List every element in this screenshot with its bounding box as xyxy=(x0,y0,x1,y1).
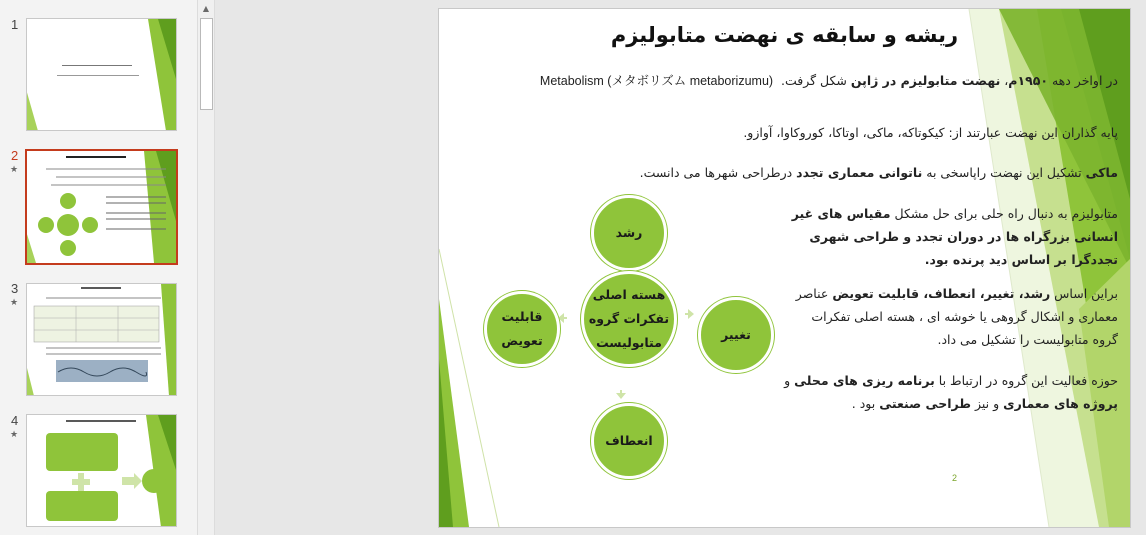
text-run: و نیز xyxy=(971,396,1004,411)
diagram-node-change: تغییر xyxy=(698,297,774,373)
text-run: متابولیزم به دنبال راه حلی برای حل مشکل xyxy=(890,206,1118,221)
diagram-node-replaceability: قابلیت تعویض xyxy=(484,291,560,367)
thumb-number-4: 4 xyxy=(11,413,19,428)
diagram-node-growth: رشد xyxy=(591,195,667,271)
paragraph-origin xyxy=(458,69,1118,93)
paragraph-core-ideas xyxy=(783,282,1118,351)
scrollbar-thumb[interactable] xyxy=(200,18,213,110)
thumb-title-line xyxy=(62,65,132,66)
text-run-bold: ماکی xyxy=(1085,165,1118,180)
thumb-number-2: 2 xyxy=(11,148,19,163)
slide-thumbnail-2[interactable] xyxy=(25,149,178,265)
thumb-number-1: 1 xyxy=(11,17,19,32)
text-run: در اواخر دهه xyxy=(1048,73,1118,88)
thumb-subtitle-line xyxy=(57,75,139,76)
paragraph-goal xyxy=(783,202,1118,271)
slide-thumbnail-4[interactable] xyxy=(26,414,177,527)
thumb-number-3: 3 xyxy=(11,281,19,296)
text-run: بود . xyxy=(851,396,880,411)
slide-page-number: 2 xyxy=(952,473,958,483)
text-run: درطراحی شهرها می دانست. xyxy=(639,165,797,180)
slide-canvas[interactable] xyxy=(438,8,1131,528)
thumb-background xyxy=(26,415,176,527)
text-run: براین اساس xyxy=(1050,286,1118,301)
animation-star-icon: ★ xyxy=(10,298,19,308)
slide-title: ریشه و سابقه ی نهضت متابولیزم xyxy=(610,23,959,47)
slide-thumbnail-3[interactable] xyxy=(26,283,177,396)
text-run: و xyxy=(784,373,795,388)
paragraph-founders: پایه گذاران این نهضت عبارتند از: کیکوتاکه، ماکی، اوتاکا، کوروکاوا، آوازو. xyxy=(743,125,1118,140)
slide-thumbnail-1[interactable] xyxy=(26,18,177,131)
text-run-bold: برنامه ریزی های محلی xyxy=(794,373,935,388)
paragraph-activity xyxy=(783,369,1118,415)
text-run-bold: پروژه های معماری xyxy=(1003,396,1118,411)
diagram-node-flexibility: انعطاف xyxy=(591,403,667,479)
scroll-up-arrow-icon[interactable]: ▲ xyxy=(202,4,210,13)
thumb-background xyxy=(26,151,176,263)
text-run-bold: ۱۹۵۰م xyxy=(1008,73,1048,88)
text-run-bold: مقیاس های غیر انسانی بزرگراه ها در دوران تجدد و طراحی شهری تجددگرا بر اساس دید پرنده بود. xyxy=(791,206,1118,267)
diagram-node-center: هسته اصلی تفکرات گروه متابولیست xyxy=(581,271,677,367)
thumbnail-scrollbar[interactable] xyxy=(197,0,215,535)
text-run: حوزه فعالیت این گروه در ارتباط با xyxy=(934,373,1118,388)
animation-star-icon: ★ xyxy=(10,165,19,175)
text-run-bold: نهضت متابولیزم در ژاپن xyxy=(850,73,1001,88)
paragraph-maki xyxy=(458,161,1118,184)
text-run-bold: ناتوانی معماری تجدد xyxy=(796,165,923,180)
text-run: عناصر معماری و اشکال گروهی یا خوشه ای ، هسته اصلی تفکرات گروه متابولیست را تشکیل می داد. xyxy=(795,286,1118,347)
thumb-background xyxy=(26,284,176,396)
latin-term: Metabolism (メタボリズム metaborizumu) xyxy=(539,74,774,88)
slide-thumbnail-pane xyxy=(0,0,197,535)
text-run: شکل گرفت. xyxy=(781,73,851,88)
text-run: تشکیل این نهضت راپاسخی به xyxy=(922,165,1086,180)
text-run-bold: طراحی صنعتی xyxy=(879,396,972,411)
text-run-bold: رشد، تغییر، انعطاف، قابلیت تعویض xyxy=(832,286,1051,301)
animation-star-icon: ★ xyxy=(10,430,19,440)
text-run: ، xyxy=(1000,73,1009,88)
